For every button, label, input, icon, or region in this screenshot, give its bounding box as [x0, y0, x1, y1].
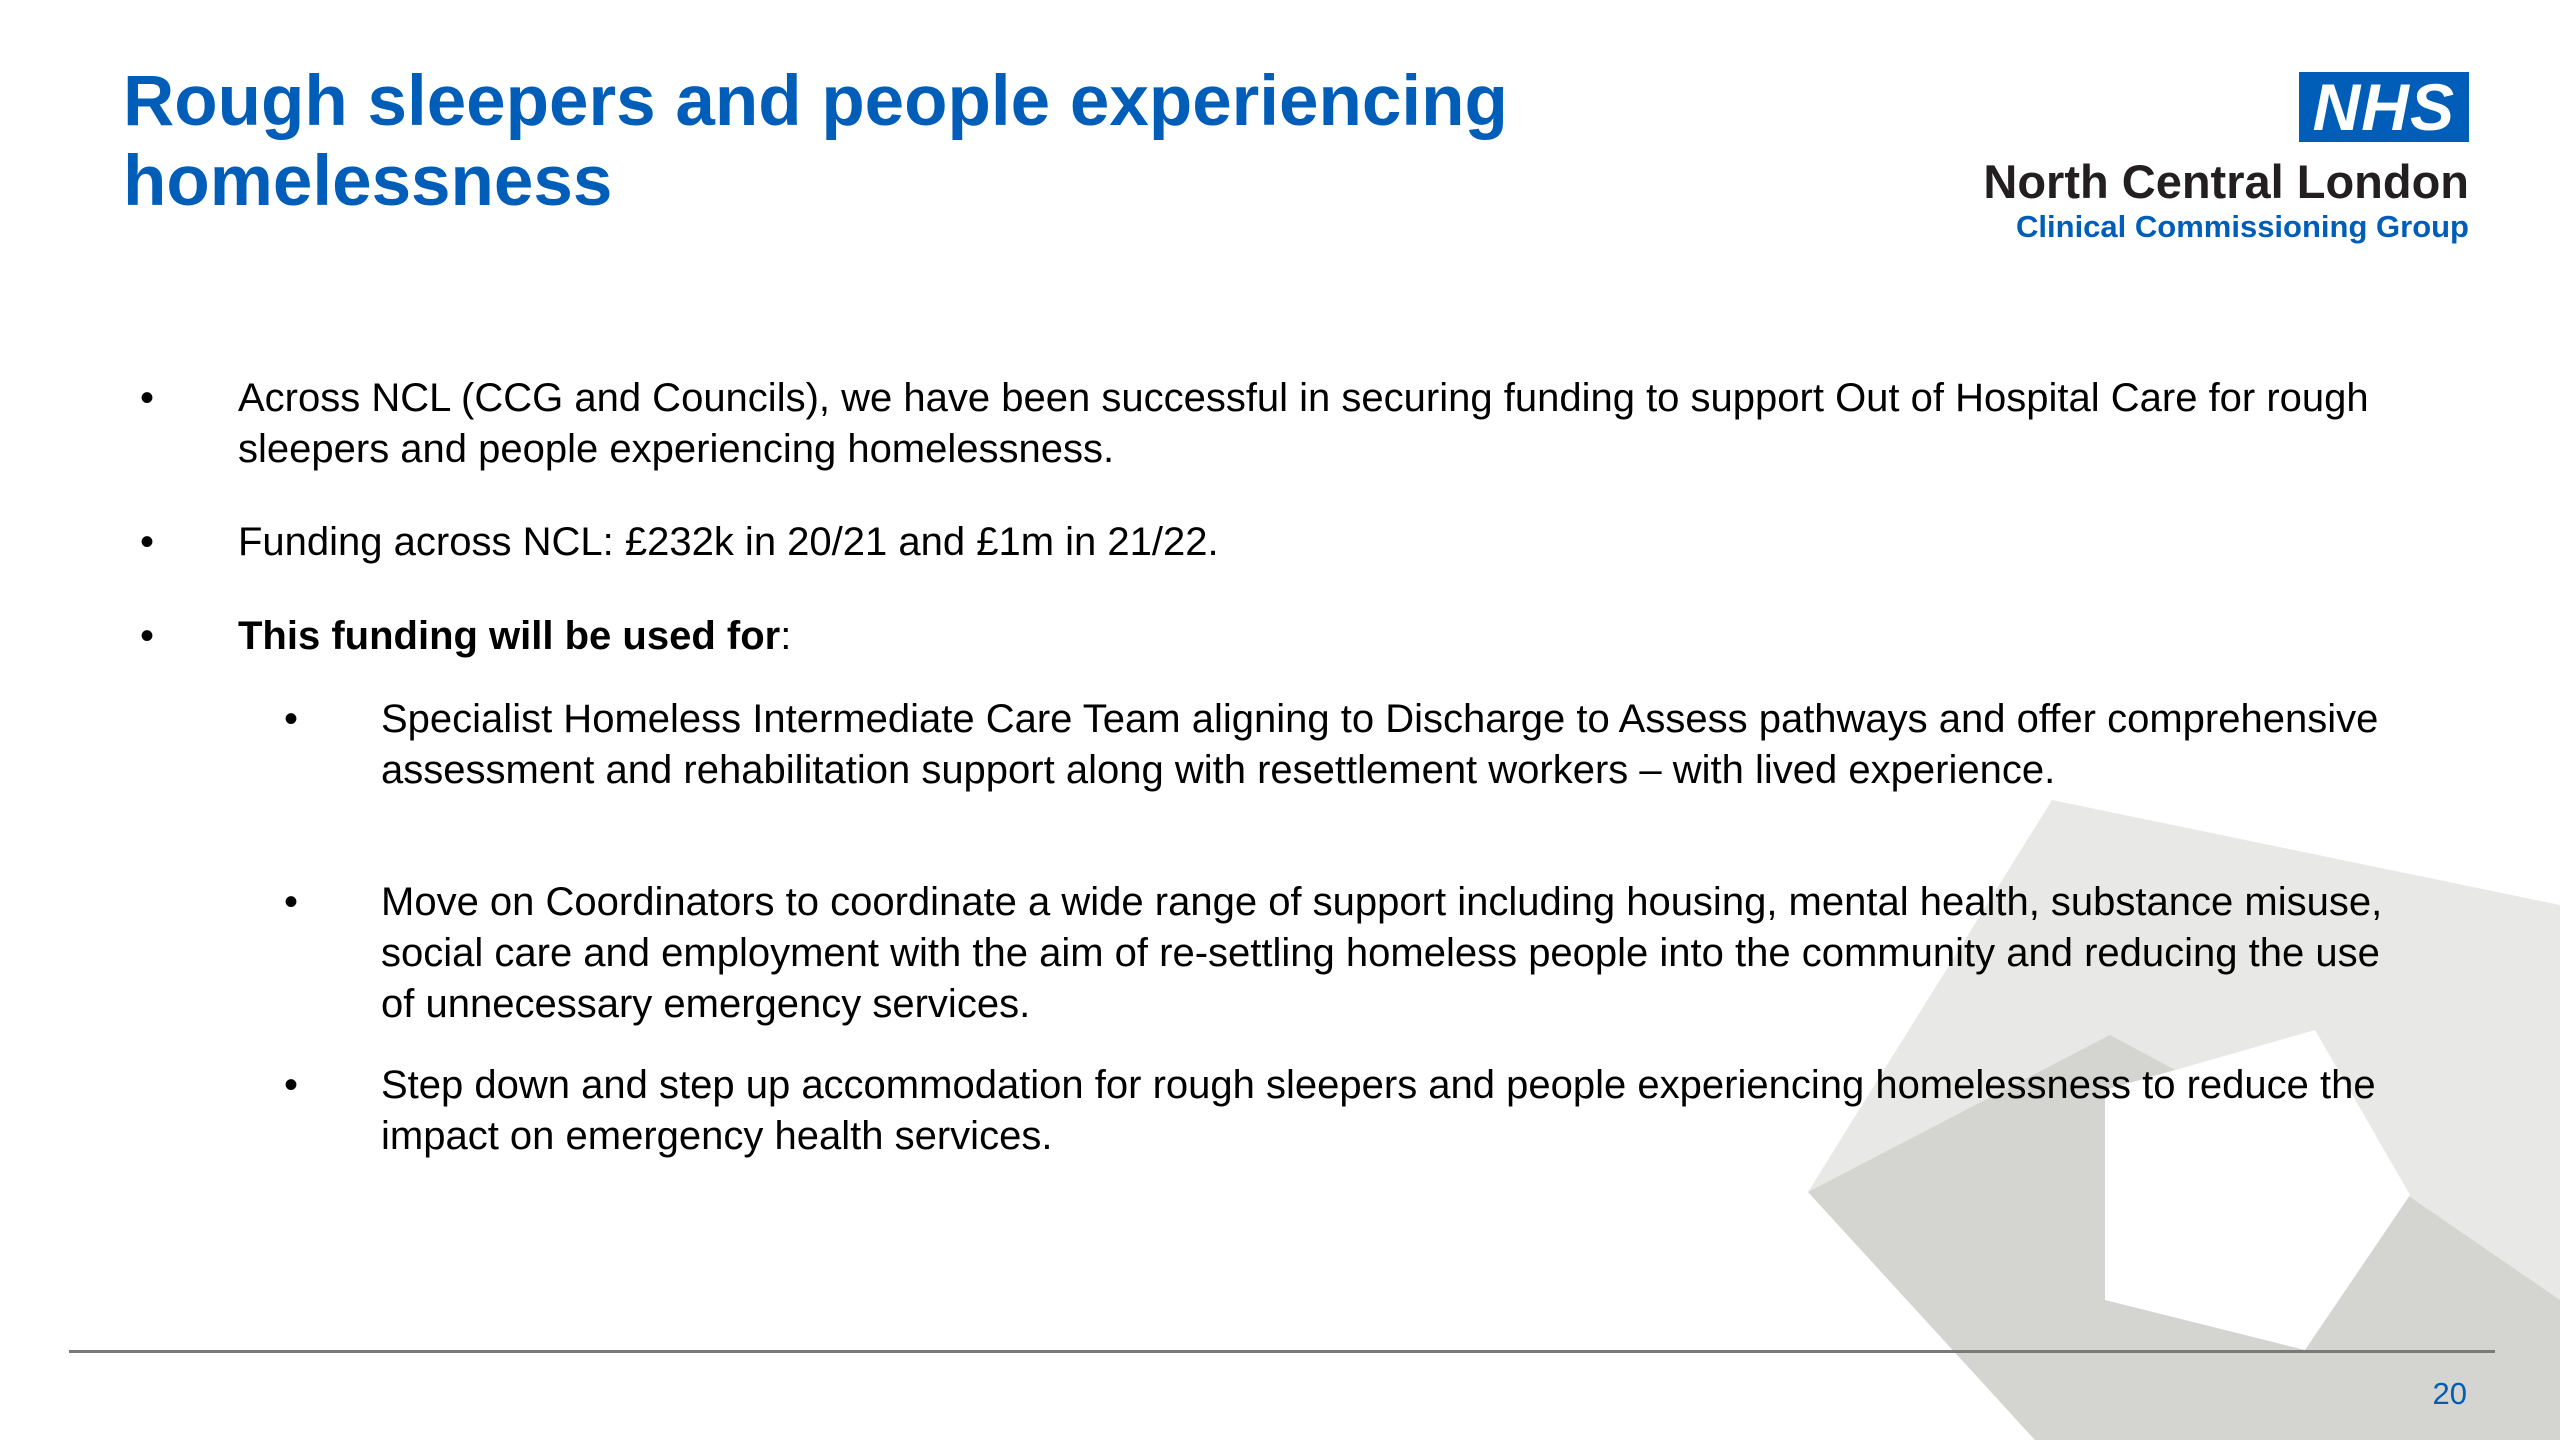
bullet-icon: • [140, 520, 155, 564]
sub-bullet-text: Move on Coordinators to coordinate a wide range of support including housing, mental health, substance misuse, social care and employment with the aim of re-settling homeless people into the community and reducing the use of unnecessary emergency services. [381, 880, 2383, 1026]
sub-bullet-text: Step down and step up accommodation for rough sleepers and people experiencing homelessness to reduce the impact on emergency health services. [381, 1063, 2376, 1158]
page-number: 20 [2432, 1376, 2467, 1411]
nhs-ncl-ccg-logo [1869, 72, 2469, 246]
nhs-badge: NHS [2299, 72, 2469, 142]
bullet-icon: • [284, 1063, 299, 1107]
bullet-text [238, 611, 2418, 662]
sub-bullet-text: Specialist Homeless Intermediate Care Team aligning to Discharge to Assess pathways and offer comprehensive assessment and rehabilitation support along with resettlement workers – with lived experience. [381, 697, 2379, 792]
bullet-icon: • [284, 697, 299, 741]
bullet-text: Funding across NCL: £232k in 20/21 and £1m in 21/22. [238, 520, 1219, 564]
logo-org-subtitle: Clinical Commissioning Group [2016, 209, 2469, 244]
bullet-colon: : [780, 614, 792, 658]
bullet-bold-text: This funding will be used for [238, 614, 781, 658]
bullet-icon: • [140, 376, 155, 420]
bullet-icon: • [140, 614, 155, 658]
bullet-text: Across NCL (CCG and Councils), we have been successful in securing funding to support Out of Hospital Care for rough sleepers and people experiencing homelessness. [238, 376, 2369, 471]
bullet-icon: • [284, 880, 299, 924]
footer-divider [69, 1350, 2495, 1353]
logo-org-name: North Central London [1983, 155, 2469, 208]
slide-title: Rough sleepers and people experiencing homelessness [123, 62, 1508, 221]
